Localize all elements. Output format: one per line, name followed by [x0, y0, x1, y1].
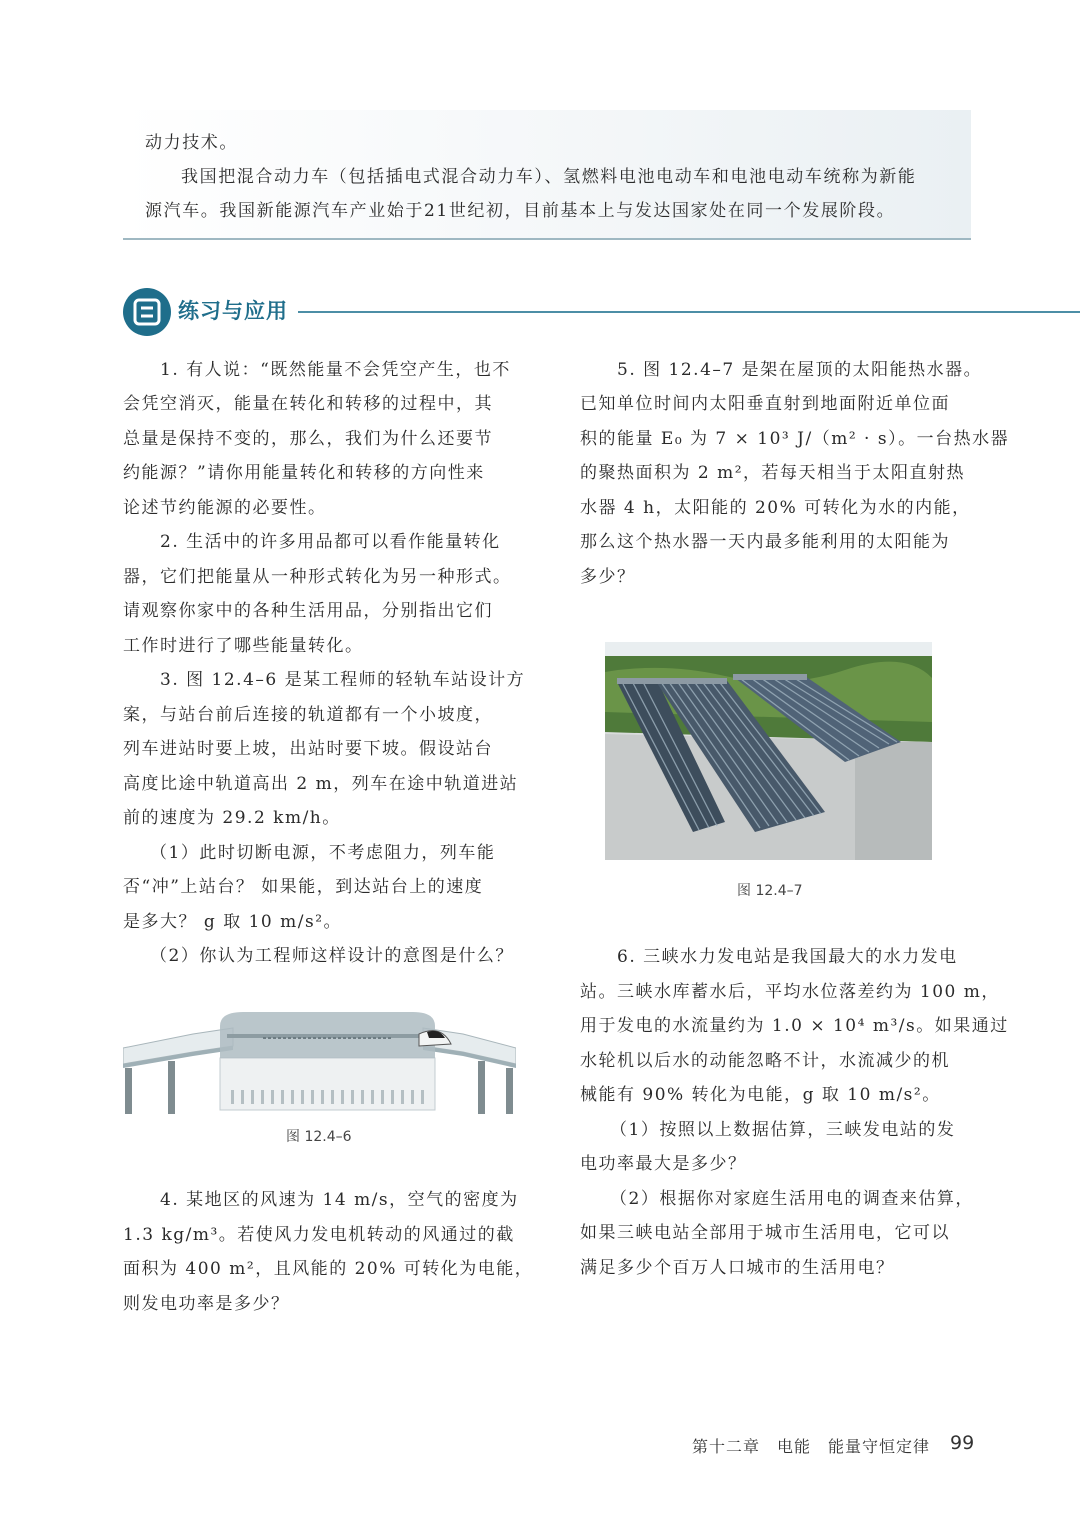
q6-line: 站。三峡水库蓄水后，平均水位落差约为 100 m，: [580, 982, 1000, 1002]
q6-subline: 电功率最大是多少？: [580, 1154, 747, 1174]
q3-line: 3. 图 12.4–6 是某工程师的轻轨车站设计方: [160, 670, 526, 690]
q4-line: 面积为 400 m²，且风能的 20% 可转化为电能，: [123, 1259, 534, 1279]
q6-line: 水轮机以后水的动能忽略不计，水流减少的机: [580, 1051, 950, 1071]
q1-line: 总量是保持不变的，那么，我们为什么还要节: [123, 429, 493, 449]
q1-line: 会凭空消灭，能量在转化和转移的过程中，其: [123, 394, 493, 414]
q3-line: 高度比途中轨道高出 2 m，列车在途中轨道进站: [123, 774, 519, 794]
page-number: 99: [950, 1432, 975, 1454]
solar-water-heater-photo: [605, 642, 932, 860]
q2-line: 请观察你家中的各种生活用品，分别指出它们: [123, 601, 493, 621]
q6-subline: 满足多少个百万人口城市的生活用电？: [580, 1258, 895, 1278]
intro-line-3: 源汽车。我国新能源汽车产业始于21世纪初，目前基本上与发达国家处在同一个发展阶段。: [145, 201, 896, 221]
q6-subline: （2）根据你对家庭生活用电的调查来估算，: [610, 1189, 974, 1209]
q1-line: 论述节约能源的必要性。: [123, 498, 327, 518]
q6-line: 6. 三峡水力发电站是我国最大的水力发电: [617, 947, 958, 967]
exercise-icon: [123, 288, 171, 336]
q5-line: 5. 图 12.4–7 是架在屋顶的太阳能热水器。: [617, 360, 983, 380]
q6-line: 械能有 90% 转化为电能，g 取 10 m/s²。: [580, 1085, 941, 1105]
q4-line: 4. 某地区的风速为 14 m/s，空气的密度为: [160, 1190, 519, 1210]
q3-line: 前的速度为 29.2 km/h。: [123, 808, 341, 828]
light-rail-station-diagram: [123, 1006, 516, 1118]
q5-line: 的聚热面积为 2 m²，若每天相当于太阳直射热: [580, 463, 966, 483]
q2-line: 器，它们把能量从一种形式转化为另一种形式。: [123, 567, 512, 587]
q2-line: 2. 生活中的许多用品都可以看作能量转化: [160, 532, 501, 552]
q3-subline: 是多大？ g 取 10 m/s²。: [123, 912, 343, 932]
chapter-footer: 第十二章 电能 能量守恒定律: [691, 1437, 930, 1456]
intro-line-1: 动力技术。: [145, 133, 238, 153]
q6-line: 用于发电的水流量约为 1.0 × 10⁴ m³/s。如果通过: [580, 1016, 1009, 1036]
q5-line: 多少？: [580, 567, 636, 587]
q1-line: 1. 有人说：“既然能量不会凭空产生，也不: [160, 360, 511, 380]
q3-line: 案，与站台前后连接的轨道都有一个小坡度，: [123, 705, 493, 725]
intro-line-2: 我国把混合动力车（包括插电式混合动力车）、氢燃料电池电动车和电池电动车统称为新能: [181, 167, 917, 187]
q3-line: 列车进站时要上坡，出站时要下坡。假设站台: [123, 739, 493, 759]
q5-line: 积的能量 E₀ 为 7 × 10³ J/（m² · s）。一台热水器: [580, 429, 1010, 449]
q1-line: 约能源？”请你用能量转化和转移的方向性来: [123, 463, 485, 483]
q6-subline: （1）按照以上数据估算，三峡发电站的发: [610, 1120, 956, 1140]
section-title: 练习与应用: [178, 299, 288, 323]
reading-box: [123, 110, 971, 240]
q5-line: 已知单位时间内太阳垂直射到地面附近单位面: [580, 394, 950, 414]
q4-line: 1.3 kg/m³。若使风力发电机转动的风通过的截: [123, 1225, 515, 1245]
q5-line: 那么这个热水器一天内最多能利用的太阳能为: [580, 532, 950, 552]
q6-subline: 如果三峡电站全部用于城市生活用电，它可以: [580, 1223, 950, 1243]
q2-line: 工作时进行了哪些能量转化。: [123, 636, 364, 656]
figure-6-caption: 图 12.4–6: [286, 1129, 352, 1145]
q5-line: 水器 4 h，太阳能的 20% 可转化为水的内能，: [580, 498, 971, 518]
section-rule: [298, 311, 1080, 313]
q3-subline: 否“冲”上站台？ 如果能，到达站台上的速度: [123, 877, 484, 897]
q3-subline: （1）此时切断电源，不考虑阻力，列车能: [150, 843, 496, 863]
q3-subline: （2）你认为工程师这样设计的意图是什么？: [150, 946, 514, 966]
figure-7-caption: 图 12.4–7: [737, 883, 803, 899]
q4-line: 则发电功率是多少？: [123, 1294, 290, 1314]
